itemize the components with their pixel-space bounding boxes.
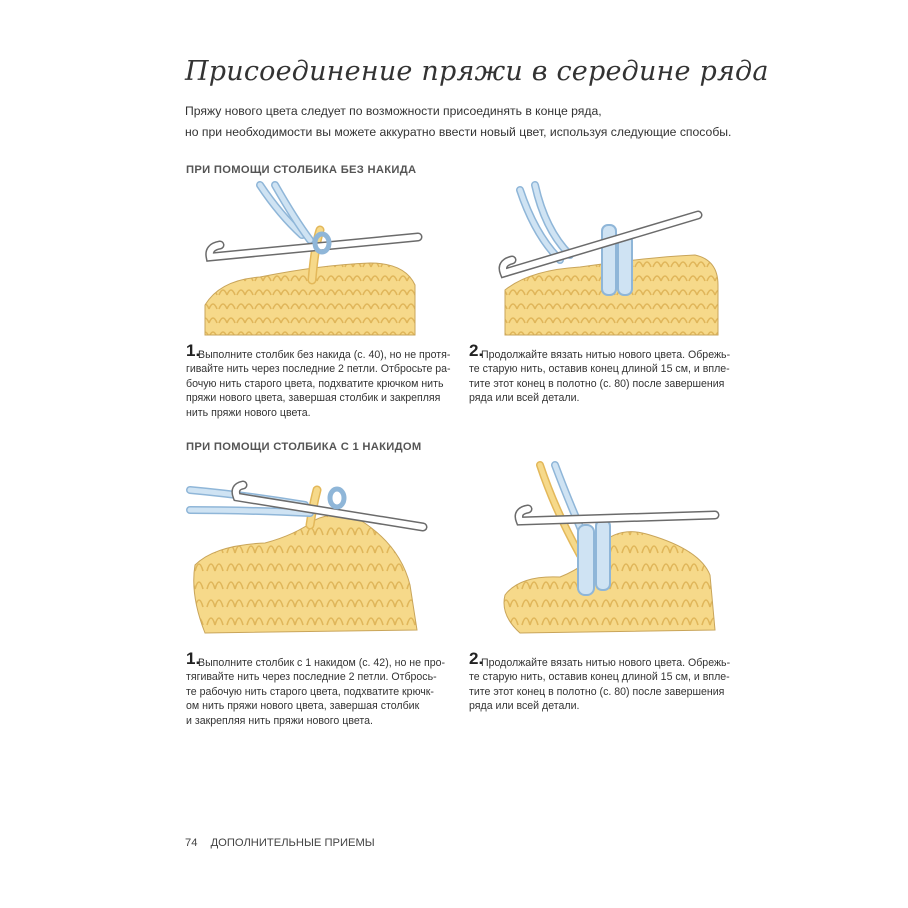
step-number: 2. xyxy=(469,649,484,668)
step-text-line: пряжи нового цвета, завершая столбик и закрепляя xyxy=(186,392,441,405)
section-heading-double-crochet: ПРИ ПОМОЩИ СТОЛБИКА С 1 НАКИДОМ xyxy=(186,441,422,453)
step-text-line: те старую нить, оставив конец длиной 15 см, и впле- xyxy=(469,363,730,376)
step-text-line: те рабочую нить старого цвета, подхватите крючк- xyxy=(186,685,434,698)
step-text-line: ряда или всей детали. xyxy=(469,700,580,713)
step-single-crochet-1 xyxy=(186,341,456,420)
footer-section-title: ДОПОЛНИТЕЛЬНЫЕ ПРИЕМЫ xyxy=(210,837,375,849)
step-double-crochet-1 xyxy=(186,649,456,728)
step-text-line: гивайте нить через последние 2 петли. Отбросьте ра- xyxy=(186,363,451,376)
step-number: 1. xyxy=(186,341,201,360)
intro-line-1: Пряжу нового цвета следует по возможности присоединять в конце ряда, xyxy=(185,104,602,118)
step-number: 2. xyxy=(469,341,484,360)
step-text-line: те старую нить, оставив конец длиной 15 см, и впле- xyxy=(469,671,730,684)
illustration-single-crochet-step-2 xyxy=(490,185,720,340)
illustration-double-crochet-step-1 xyxy=(185,465,425,645)
step-text-line: ряда или всей детали. xyxy=(469,392,580,405)
step-number: 1. xyxy=(186,649,201,668)
page-footer xyxy=(185,837,375,849)
page-title: Присоединение пряжи в середине ряда xyxy=(185,56,769,87)
page-number: 74 xyxy=(185,837,198,849)
step-text-line: Выполните столбик с 1 накидом (с. 42), но не про- xyxy=(198,657,446,669)
step-text-line: тите этот конец в полотно (с. 80) после завершения xyxy=(469,377,725,390)
section-heading-single-crochet: ПРИ ПОМОЩИ СТОЛБИКА БЕЗ НАКИДА xyxy=(186,164,417,176)
step-text-line: Продолжайте вязать нитью нового цвета. Обрежь- xyxy=(481,657,731,669)
step-single-crochet-2 xyxy=(469,341,739,406)
intro-line-2: но при необходимости вы можете аккуратно ввести новый цвет, используя следующие способы. xyxy=(185,125,732,139)
step-double-crochet-2 xyxy=(469,649,739,714)
step-text-line: ом нить пряжи нового цвета, завершая столбик xyxy=(186,700,420,713)
illustration-double-crochet-step-2 xyxy=(500,465,720,640)
step-text-line: Выполните столбик без накида (с. 40), но не протя- xyxy=(198,349,451,361)
illustration-single-crochet-step-1 xyxy=(200,185,425,340)
step-text-line: тите этот конец в полотно (с. 80) после завершения xyxy=(469,685,725,698)
step-text-line: Продолжайте вязать нитью нового цвета. Обрежь- xyxy=(481,349,731,361)
step-text-line: тягивайте нить через последние 2 петли. Отбрось- xyxy=(186,671,437,684)
step-text-line: бочую нить старого цвета, подхватите крючком нить xyxy=(186,377,444,390)
step-text-line: нить пряжи нового цвета. xyxy=(186,406,311,419)
step-text-line: и закрепляя нить пряжи нового цвета. xyxy=(186,714,373,727)
